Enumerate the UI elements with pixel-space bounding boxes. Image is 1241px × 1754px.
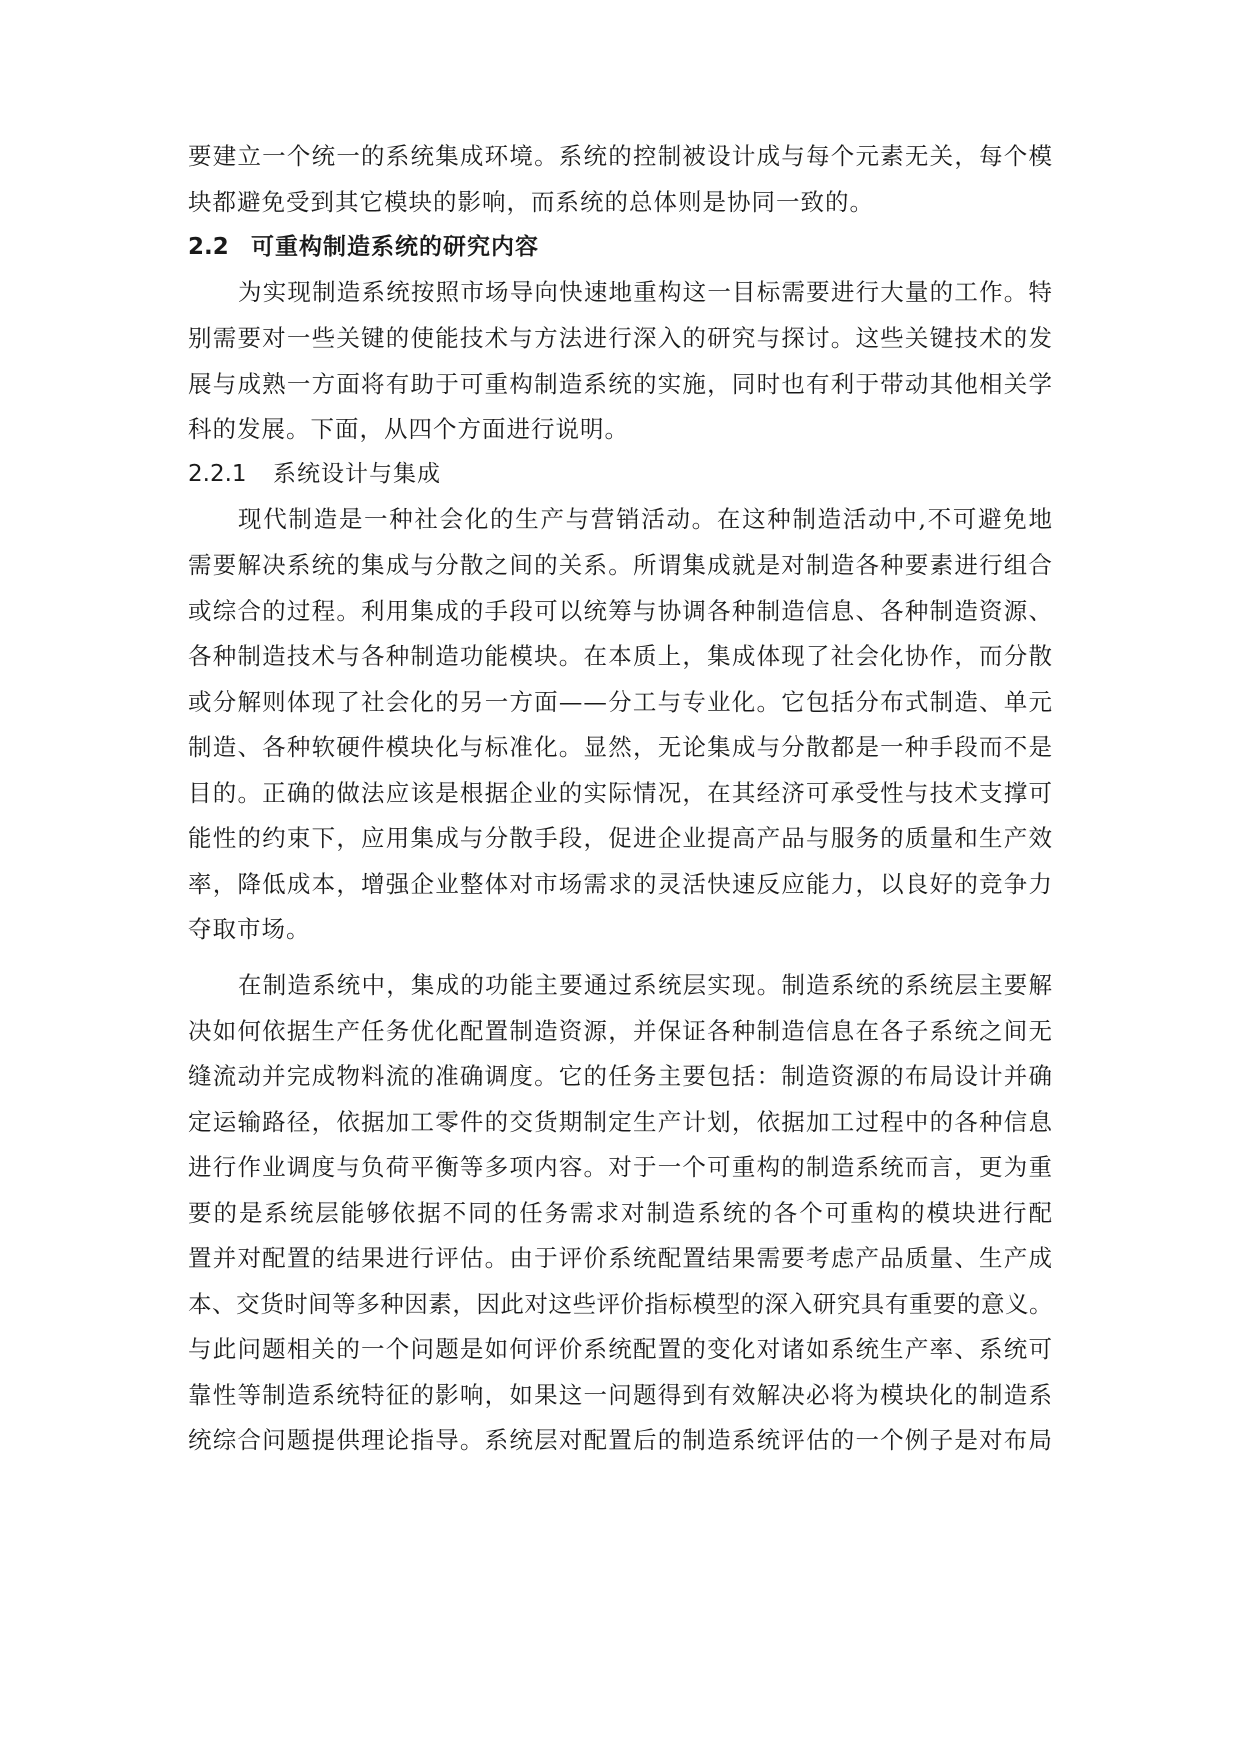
paragraph-4-line-6: 要的是系统层能够依据不同的任务需求对制造系统的各个可重构的模块进行配 bbox=[188, 1199, 1053, 1227]
paragraph-4-line-11: 统综合问题提供理论指导。系统层对配置后的制造系统评估的一个例子是对布局 bbox=[188, 1426, 1053, 1454]
paragraph-4-line-9: 与此问题相关的一个问题是如何评价系统配置的变化对诸如系统生产率、系统可 bbox=[188, 1335, 1053, 1363]
paragraph-3-line-9: 率，降低成本，增强企业整体对市场需求的灵活快速反应能力，以良好的竞争力 bbox=[188, 870, 1053, 898]
paragraph-3-line-7: 目的。正确的做法应该是根据企业的实际情况，在其经济可承受性与技术支撑可 bbox=[188, 779, 1053, 807]
paragraph-3-line-2: 需要解决系统的集成与分散之间的关系。所谓集成就是对制造各种要素进行组合 bbox=[188, 551, 1053, 579]
section-title: 可重构制造系统的研究内容 bbox=[251, 234, 539, 260]
subsection-number: 2.2.1 bbox=[188, 461, 247, 487]
subsection-title: 系统设计与集成 bbox=[273, 461, 441, 487]
paragraph-3-line-1: 现代制造是一种社会化的生产与营销活动。在这种制造活动中,不可避免地 bbox=[238, 505, 1053, 533]
paragraph-1-line-2: 块都避免受到其它模块的影响，而系统的总体则是协同一致的。 bbox=[188, 188, 874, 216]
paragraph-1-line-1: 要建立一个统一的系统集成环境。系统的控制被设计成与每个元素无关，每个模 bbox=[188, 142, 1053, 170]
paragraph-4-line-7: 置并对配置的结果进行评估。由于评价系统配置结果需要考虑产品质量、生产成 bbox=[188, 1244, 1053, 1272]
paragraph-2-line-2: 别需要对一些关键的使能技术与方法进行深入的研究与探讨。这些关键技术的发 bbox=[188, 324, 1053, 352]
paragraph-3-line-8: 能性的约束下，应用集成与分散手段，促进企业提高产品与服务的质量和生产效 bbox=[188, 824, 1053, 852]
paragraph-4-line-3: 缝流动并完成物料流的准确调度。它的任务主要包括：制造资源的布局设计并确 bbox=[188, 1062, 1053, 1090]
paragraph-2-line-3: 展与成熟一方面将有助于可重构制造系统的实施，同时也有利于带动其他相关学 bbox=[188, 370, 1053, 398]
section-number: 2.2 bbox=[188, 234, 229, 260]
paragraph-4-line-8: 本、交货时间等多种因素，因此对这些评价指标模型的深入研究具有重要的意义。 bbox=[188, 1290, 1053, 1318]
paragraph-3-line-6: 制造、各种软硬件模块化与标准化。显然，无论集成与分散都是一种手段而不是 bbox=[188, 733, 1053, 761]
paragraph-3-line-10: 夺取市场。 bbox=[188, 915, 311, 943]
paragraph-4-line-2: 决如何依据生产任务优化配置制造资源，并保证各种制造信息在各子系统之间无 bbox=[188, 1017, 1053, 1045]
paragraph-2-line-4: 科的发展。下面，从四个方面进行说明。 bbox=[188, 415, 629, 443]
paragraph-4-line-10: 靠性等制造系统特征的影响，如果这一问题得到有效解决必将为模块化的制造系 bbox=[188, 1381, 1053, 1409]
paragraph-4-line-1: 在制造系统中，集成的功能主要通过系统层实现。制造系统的系统层主要解 bbox=[238, 971, 1053, 999]
section-heading-2-2 bbox=[188, 229, 539, 265]
paragraph-4-line-5: 进行作业调度与负荷平衡等多项内容。对于一个可重构的制造系统而言，更为重 bbox=[188, 1153, 1053, 1181]
paragraph-4-line-4: 定运输路径，依据加工零件的交货期制定生产计划，依据加工过程中的各种信息 bbox=[188, 1108, 1053, 1136]
paragraph-3-line-4: 各种制造技术与各种制造功能模块。在本质上，集成体现了社会化协作，而分散 bbox=[188, 642, 1053, 670]
paragraph-3-line-5: 或分解则体现了社会化的另一方面——分工与专业化。它包括分布式制造、单元 bbox=[188, 688, 1053, 716]
paragraph-2-line-1: 为实现制造系统按照市场导向快速地重构这一目标需要进行大量的工作。特 bbox=[238, 278, 1053, 306]
section-heading-2-2-1 bbox=[188, 456, 441, 492]
paragraph-3-line-3: 或综合的过程。利用集成的手段可以统筹与协调各种制造信息、各种制造资源、 bbox=[188, 597, 1053, 625]
